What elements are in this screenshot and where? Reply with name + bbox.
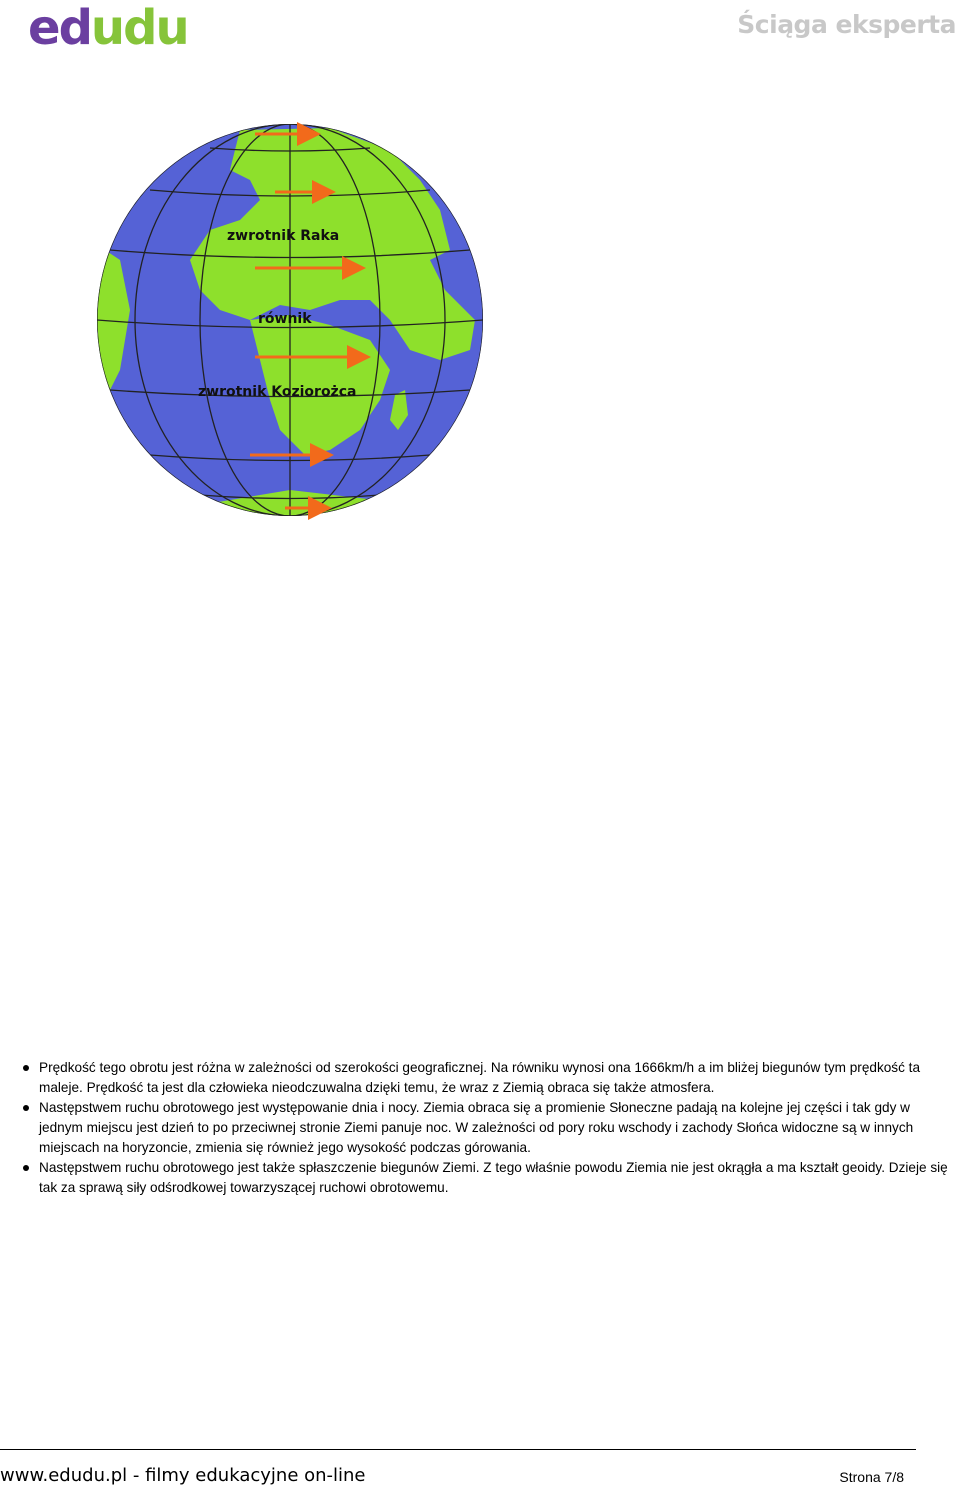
footer-url[interactable]: www.edudu.pl - filmy edukacyjne on-line [0,1465,366,1486]
label-tropic-capricorn: zwrotnik Koziorożca [198,384,357,400]
label-tropic-cancer: zwrotnik Raka [227,228,340,244]
footer-divider [0,1449,916,1450]
page-number: Strona 7/8 [839,1469,904,1485]
body-text [22,1058,952,1198]
edudu-logo-mark [28,4,188,50]
bullet-icon [23,1065,29,1071]
list-item [22,1158,952,1198]
list-item-text: Prędkość tego obrotu jest różna w zależności od szerokości geograficznej. Na równiku wynosi ona 1666km/h a im bliżej biegunów tym prędkość ta maleje. Prędkość ta jest dla człowieka nieodczuwalna dzięki temu, że wraz z Ziemią obraca się także atmosfera. [39,1060,921,1095]
bullet-icon [23,1105,29,1111]
globe-illustration [90,110,500,530]
edudu-logo [28,4,188,57]
globe-figure [90,110,500,530]
list-item-text: Następstwem ruchu obrotowego jest występowanie dnia i nocy. Ziemia obraca się a promienie Słoneczne padają na kolejne jej części i tak gdy w jednym miejscu jest dzień to po przeciwnej stronie Ziemi panuje noc. W zależności od pory roku wschody i zachody Słońca widoczne są w innych miejscach na horyzoncie, zmienia się również jego wysokość podczas górowania. [39,1100,914,1155]
bullet-icon [23,1165,29,1171]
list-item [22,1058,952,1098]
list-item-text: Następstwem ruchu obrotowego jest także spłaszczenie biegunów Ziemi. Z tego właśnie powodu Ziemia nie jest okrągła a ma kształt geoidy. Dzieje się tak za sprawą siły odśrodkowej towarzyszącej ruchowi obrotowemu. [39,1160,948,1195]
label-equator: równik [258,311,312,327]
bullet-list [22,1058,952,1198]
list-item [22,1098,952,1158]
svg-text:edudu: edudu [28,4,188,50]
header-tagline: Ściąga eksperta [737,10,956,39]
